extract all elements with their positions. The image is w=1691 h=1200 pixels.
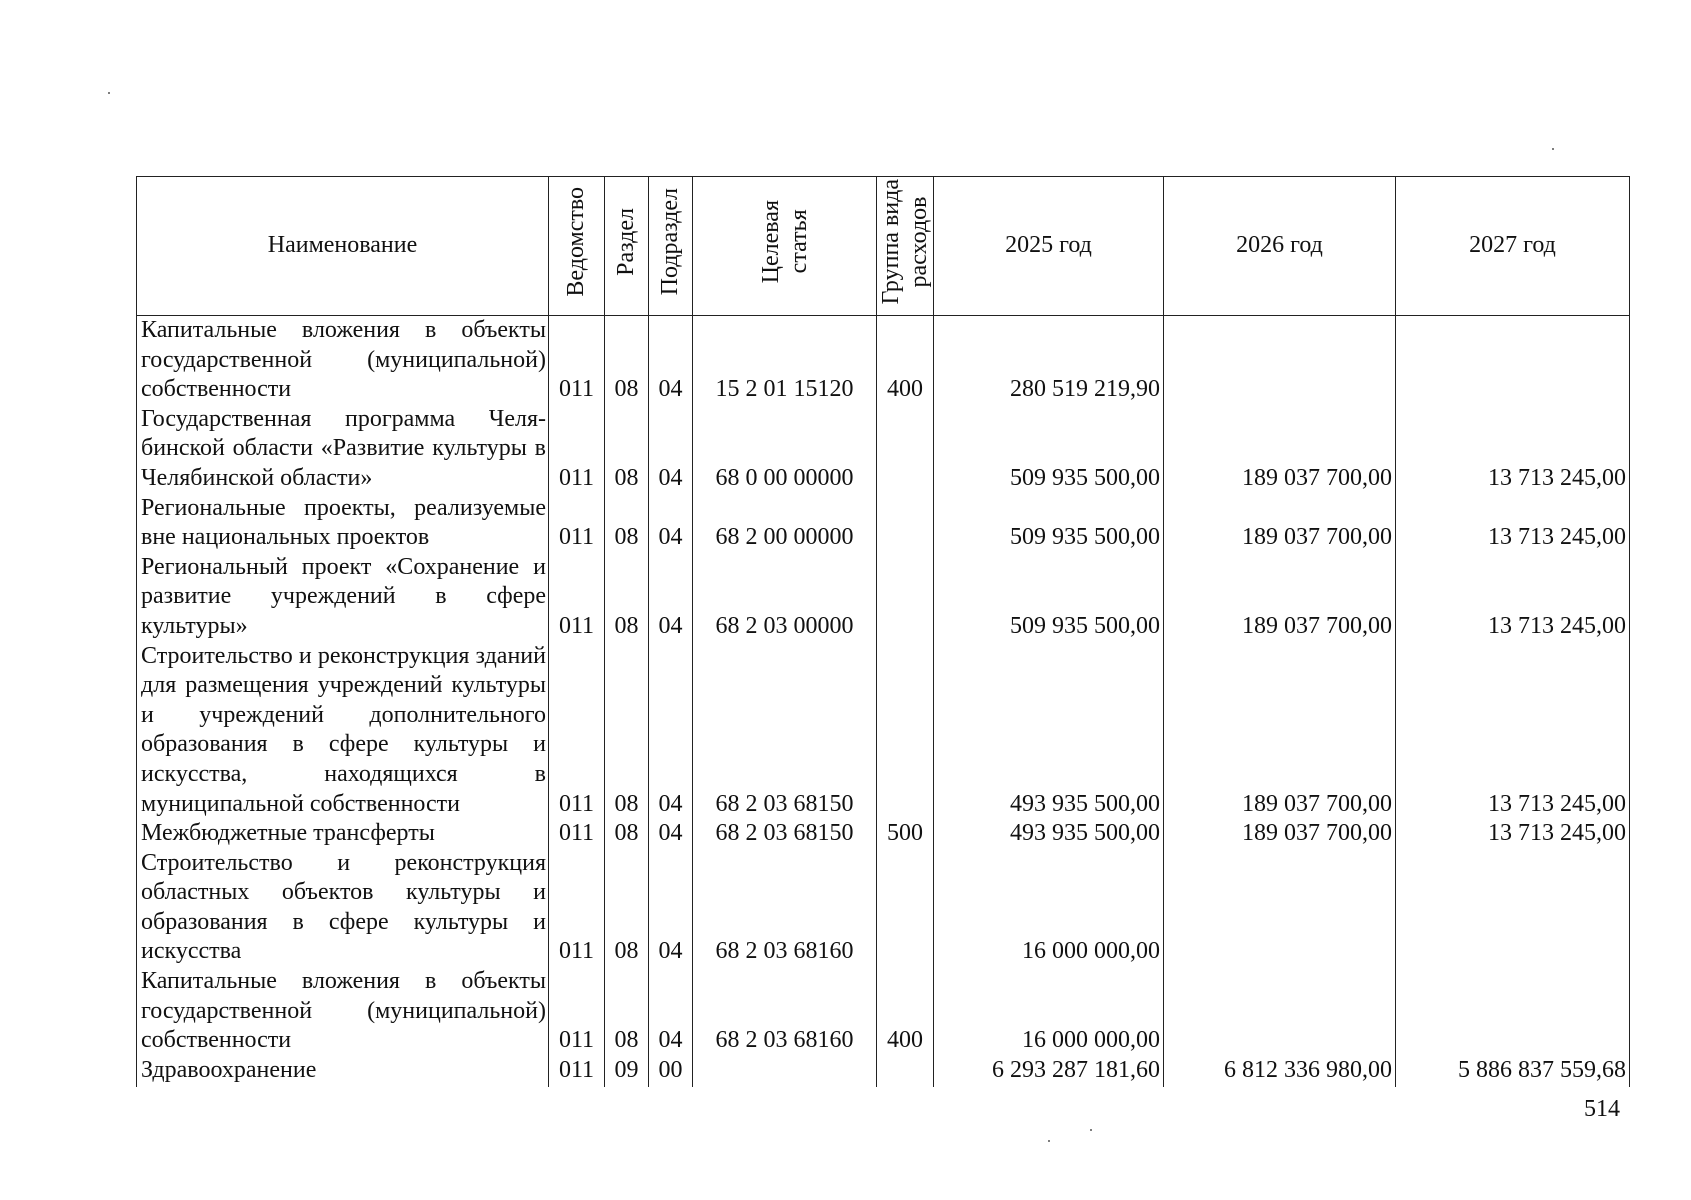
cell-target-article: 68 2 03 00000 — [693, 553, 877, 642]
cell-2027 — [1396, 967, 1630, 1056]
cell-section: 08 — [605, 967, 649, 1056]
cell-2026: 6 812 336 980,00 — [1164, 1056, 1396, 1088]
cell-section: 08 — [605, 316, 649, 405]
cell-section: 08 — [605, 819, 649, 849]
cell-name: Межбюджетные трансферты — [137, 819, 549, 849]
cell-2025: 16 000 000,00 — [934, 849, 1164, 967]
cell-target-article: 68 2 03 68150 — [693, 819, 877, 849]
table-row — [137, 849, 1630, 967]
cell-expense-group: 400 — [877, 316, 934, 405]
cell-2027: 13 713 245,00 — [1396, 642, 1630, 820]
cell-expense-group — [877, 1056, 934, 1088]
cell-2025: 6 293 287 181,60 — [934, 1056, 1164, 1088]
cell-department: 011 — [549, 849, 605, 967]
cell-2026 — [1164, 316, 1396, 405]
cell-2026 — [1164, 967, 1396, 1056]
cell-section: 09 — [605, 1056, 649, 1088]
table-row — [137, 1056, 1630, 1088]
cell-subsection: 04 — [649, 553, 693, 642]
header-department: Ведомство — [549, 177, 605, 316]
scan-speck — [1048, 1140, 1050, 1142]
cell-2025: 280 519 219,90 — [934, 316, 1164, 405]
table-row — [137, 967, 1630, 1056]
cell-subsection: 04 — [649, 494, 693, 553]
header-year-2025: 2025 год — [934, 177, 1164, 316]
cell-department: 011 — [549, 405, 605, 494]
cell-section: 08 — [605, 553, 649, 642]
cell-2026 — [1164, 849, 1396, 967]
cell-department: 011 — [549, 494, 605, 553]
cell-target-article: 68 2 00 00000 — [693, 494, 877, 553]
cell-department: 011 — [549, 819, 605, 849]
table-row — [137, 316, 1630, 405]
cell-target-article: 15 2 01 15120 — [693, 316, 877, 405]
cell-2025: 16 000 000,00 — [934, 967, 1164, 1056]
cell-name: Государственная программа Челябинской области «Развитие культуры в Челябинской области» — [137, 405, 549, 494]
header-expense-group: Группа вида расходов — [877, 177, 934, 316]
cell-2026: 189 037 700,00 — [1164, 642, 1396, 820]
table-row — [137, 553, 1630, 642]
cell-expense-group — [877, 494, 934, 553]
table-row — [137, 405, 1630, 494]
table-row — [137, 494, 1630, 553]
cell-target-article: 68 2 03 68160 — [693, 849, 877, 967]
cell-subsection: 04 — [649, 642, 693, 820]
cell-expense-group — [877, 405, 934, 494]
cell-2027: 5 886 837 559,68 — [1396, 1056, 1630, 1088]
cell-name: Региональные проекты, реализуемые вне национальных проектов — [137, 494, 549, 553]
cell-2027 — [1396, 849, 1630, 967]
cell-name: Строительство и реконструкция зданий для размещения учреждений культуры и учреждений дополнительного образования в сфере культуры и искусства, находящихся в муниципальной собственности — [137, 642, 549, 820]
cell-section: 08 — [605, 405, 649, 494]
cell-2026: 189 037 700,00 — [1164, 494, 1396, 553]
header-year-2026: 2026 год — [1164, 177, 1396, 316]
cell-2026: 189 037 700,00 — [1164, 405, 1396, 494]
cell-department: 011 — [549, 642, 605, 820]
table-header-row — [137, 177, 1630, 316]
scan-speck — [1552, 148, 1554, 150]
cell-2027: 13 713 245,00 — [1396, 494, 1630, 553]
cell-subsection: 04 — [649, 316, 693, 405]
header-target-article: Целевая статья — [693, 177, 877, 316]
cell-expense-group: 400 — [877, 967, 934, 1056]
cell-2027 — [1396, 316, 1630, 405]
scan-speck — [1090, 1129, 1092, 1131]
cell-target-article: 68 2 03 68160 — [693, 967, 877, 1056]
cell-subsection: 04 — [649, 849, 693, 967]
cell-2026: 189 037 700,00 — [1164, 819, 1396, 849]
cell-subsection: 00 — [649, 1056, 693, 1088]
scan-speck — [108, 92, 110, 94]
table-row — [137, 819, 1630, 849]
cell-section: 08 — [605, 849, 649, 967]
cell-expense-group — [877, 553, 934, 642]
cell-subsection: 04 — [649, 819, 693, 849]
header-subsection: Подраздел — [649, 177, 693, 316]
cell-2027: 13 713 245,00 — [1396, 405, 1630, 494]
cell-2025: 509 935 500,00 — [934, 405, 1164, 494]
table-row — [137, 642, 1630, 820]
cell-subsection: 04 — [649, 405, 693, 494]
cell-name: Региональный проект «Сохранение и развитие учреждений в сфере культуры» — [137, 553, 549, 642]
cell-2025: 493 935 500,00 — [934, 642, 1164, 820]
cell-section: 08 — [605, 494, 649, 553]
cell-name: Строительство и реконструкция областных объектов культуры и образования в сфере культуры и искусства — [137, 849, 549, 967]
cell-2026: 189 037 700,00 — [1164, 553, 1396, 642]
cell-target-article — [693, 1056, 877, 1088]
cell-section: 08 — [605, 642, 649, 820]
cell-target-article: 68 0 00 00000 — [693, 405, 877, 494]
cell-subsection: 04 — [649, 967, 693, 1056]
cell-name: Здравоохранение — [137, 1056, 549, 1088]
cell-expense-group — [877, 849, 934, 967]
cell-expense-group: 500 — [877, 819, 934, 849]
cell-2025: 509 935 500,00 — [934, 553, 1164, 642]
cell-department: 011 — [549, 553, 605, 642]
cell-department: 011 — [549, 316, 605, 405]
header-year-2027: 2027 год — [1396, 177, 1630, 316]
budget-table — [136, 176, 1630, 1087]
page-number: 514 — [1584, 1096, 1620, 1122]
cell-expense-group — [877, 642, 934, 820]
cell-target-article: 68 2 03 68150 — [693, 642, 877, 820]
cell-2025: 509 935 500,00 — [934, 494, 1164, 553]
header-name: Наименование — [137, 177, 549, 316]
cell-name: Капитальные вложения в объекты государственной (муниципальной) собственности — [137, 316, 549, 405]
cell-2027: 13 713 245,00 — [1396, 553, 1630, 642]
cell-department: 011 — [549, 967, 605, 1056]
header-section: Раздел — [605, 177, 649, 316]
cell-2027: 13 713 245,00 — [1396, 819, 1630, 849]
cell-name: Капитальные вложения в объекты государственной (муниципальной) собственности — [137, 967, 549, 1056]
cell-department: 011 — [549, 1056, 605, 1088]
cell-2025: 493 935 500,00 — [934, 819, 1164, 849]
